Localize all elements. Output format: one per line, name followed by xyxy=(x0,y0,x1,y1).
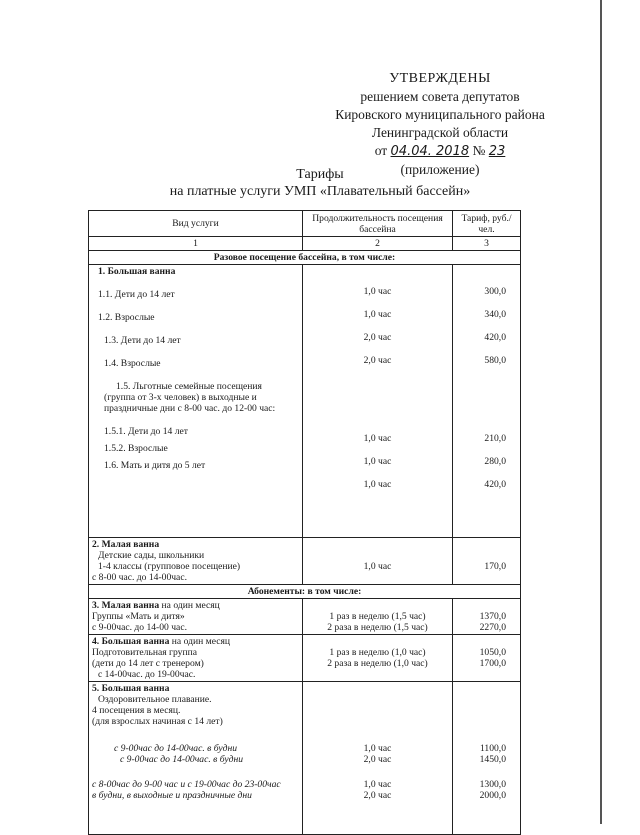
small-bath-service xyxy=(89,538,303,585)
approval-line-3: Кировского муниципального района xyxy=(335,107,545,122)
row-2-line-2: 1-4 классы (групповое посещение) xyxy=(98,561,241,572)
row-4-price-1: 1050,0 xyxy=(479,647,506,658)
row-1-4-name: 1.4. Взрослые xyxy=(104,358,161,369)
row-1-5-1-name: 1.5.1. Дети до 14 лет xyxy=(104,426,188,437)
row-3-title-bold: 3. Малая ванна xyxy=(92,600,160,611)
row-3-duration-1: 1 раз в неделю (1,5 час) xyxy=(329,611,426,622)
row-1-2-name: 1.2. Взрослые xyxy=(98,312,155,323)
row-3-service xyxy=(89,599,303,635)
approval-line-4: Ленинградской области xyxy=(371,125,509,140)
row-3-duration-2: 2 раза в неделю (1,5 час) xyxy=(327,622,428,633)
row-2-line-3: с 8-00 час. до 14-00час. xyxy=(92,572,187,583)
row-1-6-duration: 1,0 час xyxy=(363,479,392,490)
row-1-4-duration: 2,0 час xyxy=(363,355,392,366)
approval-date: 04.04. 2018 xyxy=(390,144,470,159)
row-1-3-duration: 2,0 час xyxy=(363,332,392,343)
row-1-4-price: 580,0 xyxy=(484,355,506,366)
row-5-a-price-1: 1100,0 xyxy=(479,743,506,754)
row-4-title-rest: на один месяц xyxy=(169,636,231,647)
big-bath-title: 1. Большая ванна xyxy=(98,266,176,277)
row-3-line-2: с 9-00час. до 14-00 час. xyxy=(92,622,187,633)
table-row xyxy=(89,538,521,585)
table-row xyxy=(89,682,521,835)
row-4-price-2: 1700,0 xyxy=(479,658,506,669)
scan-edge-line xyxy=(600,0,602,824)
row-1-5-line-1: 1.5. Льготные семейные посещения xyxy=(116,381,262,392)
row-4-title-bold: 4. Большая ванна xyxy=(92,636,170,647)
row-3-price-2: 2270,0 xyxy=(479,622,506,633)
col-number-3: 3 xyxy=(453,237,521,251)
approval-from: от xyxy=(374,143,388,158)
row-1-5-2-duration: 1,0 час xyxy=(363,456,392,467)
row-5-b-price-2: 2000,0 xyxy=(479,790,506,801)
row-5-line-3: (для взрослых начиная с 14 лет) xyxy=(92,716,223,727)
row-2-line-1: Детские сады, школьники xyxy=(98,550,205,561)
row-2-price: 170,0 xyxy=(484,561,506,572)
row-1-5-1-price: 210,0 xyxy=(484,433,506,444)
section-subscriptions xyxy=(89,585,521,599)
row-5-a-duration-1: 1,0 час xyxy=(363,743,392,754)
row-1-1-price: 300,0 xyxy=(484,286,506,297)
row-5-b-price-1: 1300,0 xyxy=(479,779,506,790)
approval-title: УТВЕРЖДЕНЫ xyxy=(389,71,491,86)
row-3-price-1: 1370,0 xyxy=(479,611,506,622)
big-bath-prices xyxy=(453,265,521,538)
row-1-5-line-3: праздничные дни с 8-00 час. до 12-00 час: xyxy=(104,403,276,414)
table-row xyxy=(89,265,521,538)
row-5-b-line-1: с 8-00час до 9-00 час и с 19-00час до 23-00час xyxy=(92,779,281,790)
table-header-row xyxy=(89,211,521,237)
row-1-1-name: 1.1. Дети до 14 лет xyxy=(98,289,175,300)
row-3-line-1: Группы «Мать и дитя» xyxy=(92,611,185,622)
approval-block xyxy=(290,70,590,179)
row-1-3-name: 1.3. Дети до 14 лет xyxy=(104,335,181,346)
header-tariff: Тариф, руб./ чел. xyxy=(453,211,521,237)
column-number-row xyxy=(89,237,521,251)
row-1-5-2-price: 280,0 xyxy=(484,456,506,467)
row-5-b-duration-2: 2,0 час xyxy=(363,790,392,801)
row-1-2-price: 340,0 xyxy=(484,309,506,320)
row-5-title: 5. Большая ванна xyxy=(92,683,170,694)
title-line-1: Тарифы xyxy=(296,167,344,182)
row-3-title-rest: на один месяц xyxy=(159,600,220,611)
title-line-2: на платные услуги УМП «Плавательный бассейн» xyxy=(169,184,471,199)
header-service: Вид услуги xyxy=(89,211,303,237)
row-5-a-line-1: с 9-00час до 14-00час. в будни xyxy=(114,743,238,754)
col-number-1: 1 xyxy=(89,237,303,251)
row-5-b-line-2: в будни, в выходные и праздничные дни xyxy=(92,790,252,801)
approval-line-2: решением совета депутатов xyxy=(360,89,520,104)
row-5-a-line-2: с 9-00час до 14-00час. в будни xyxy=(120,754,244,765)
col-number-2: 2 xyxy=(303,237,453,251)
row-1-1-duration: 1,0 час xyxy=(363,286,392,297)
row-5-service xyxy=(89,682,303,835)
approval-number-sign: № xyxy=(472,143,486,158)
table-row xyxy=(89,599,521,635)
tariff-table xyxy=(88,210,520,835)
row-4-duration-1: 1 раз в неделю (1,0 час) xyxy=(329,647,426,658)
row-2-duration: 1,0 час xyxy=(363,561,392,572)
big-bath-durations xyxy=(303,265,453,538)
approval-number: 23 xyxy=(488,144,506,159)
row-5-line-1: Оздоровительное плавание. xyxy=(98,694,212,705)
big-bath-services xyxy=(89,265,303,538)
row-5-a-duration-2: 2,0 час xyxy=(363,754,392,765)
section-title: Разовое посещение бассейна, в том числе: xyxy=(89,251,521,265)
row-2-title: 2. Малая ванна xyxy=(92,539,160,550)
row-1-5-1-duration: 1,0 час xyxy=(363,433,392,444)
row-4-line-2: (дети до 14 лет с тренером) xyxy=(92,658,204,669)
row-5-line-2: 4 посещения в месяц. xyxy=(92,705,181,716)
approval-appendix: (приложение) xyxy=(400,162,480,177)
row-1-5-line-2: (группа от 3-х человек) в выходные и xyxy=(104,392,257,403)
row-4-service xyxy=(89,635,303,682)
row-4-line-3: с 14-00час. до 19-00час. xyxy=(98,669,196,680)
row-1-3-price: 420,0 xyxy=(484,332,506,343)
row-1-6-name: 1.6. Мать и дитя до 5 лет xyxy=(104,460,206,471)
row-4-line-1: Подготовительная группа xyxy=(92,647,197,658)
row-5-b-duration-1: 1,0 час xyxy=(363,779,392,790)
row-1-6-price: 420,0 xyxy=(484,479,506,490)
row-1-5-2-name: 1.5.2. Взрослые xyxy=(104,443,168,454)
row-4-duration-2: 2 раза в неделю (1,0 час) xyxy=(327,658,428,669)
section-title: Абонементы: в том числе: xyxy=(89,585,521,599)
row-1-2-duration: 1,0 час xyxy=(363,309,392,320)
approval-date-line xyxy=(290,142,590,161)
row-5-a-price-2: 1450,0 xyxy=(479,754,506,765)
table-row xyxy=(89,635,521,682)
document-title xyxy=(150,166,490,200)
section-single-visits xyxy=(89,251,521,265)
header-duration: Продолжительность посещения бассейна xyxy=(303,211,453,237)
